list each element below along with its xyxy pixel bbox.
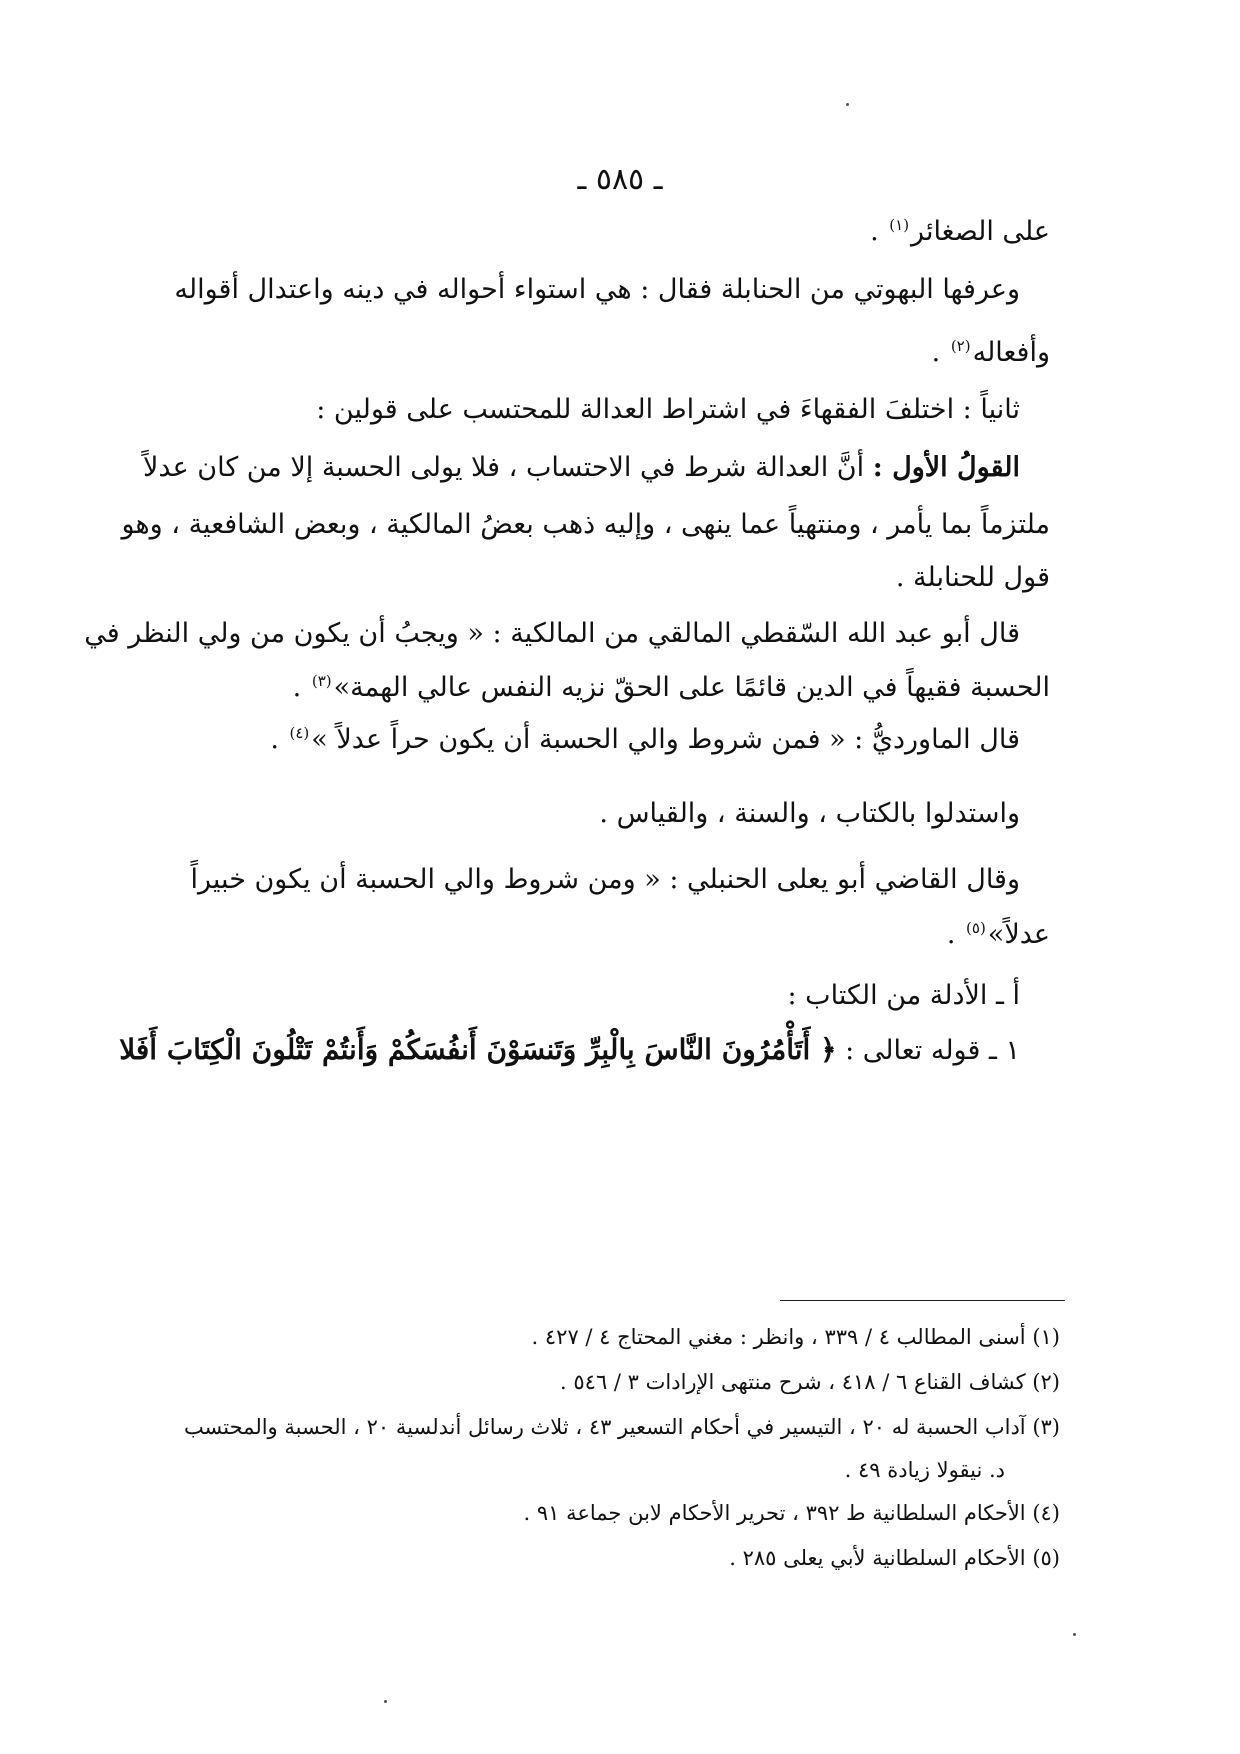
body-line-12: وقال القاضي أبو يعلى الحنبلي : « ومن شروط والي الحسبة أن يكون خبيراً bbox=[190, 864, 1020, 895]
footnote-3-continued: د. نيقولا زيادة ٤٩ . bbox=[844, 1458, 1005, 1482]
scan-speck bbox=[846, 103, 849, 106]
footnote-1: (١) أسنى المطالب ٤ / ٣٣٩ ، وانظر : مغني المحتاج ٤ / ٤٢٧ . bbox=[531, 1325, 1060, 1349]
body-line-10 bbox=[120, 720, 1020, 760]
body-text: ١ ـ قوله تعالى : bbox=[845, 1035, 1020, 1066]
footnote-4: (٤) الأحكام السلطانية ط ٣٩٢ ، تحرير الأحكام لابن جماعة ٩١ . bbox=[523, 1501, 1060, 1525]
body-line-4: ثانياً : اختلفَ الفقهاءَ في اشتراط العدالة للمحتسب على قولين : bbox=[316, 394, 1020, 425]
body-text: . bbox=[946, 919, 956, 950]
footnote-divider bbox=[780, 1300, 1065, 1301]
quran-verse: ﴿ أَتَأْمُرُونَ النَّاسَ بِالْبِرِّ وَتَنسَوْنَ أَنفُسَكُمْ وَأَنتُمْ تَتْلُونَ الْكِتَابَ أَفَلا bbox=[119, 1033, 837, 1066]
section-heading: القولُ الأول : bbox=[872, 452, 1020, 483]
body-text: قال الماورديُّ : « فمن شروط والي الحسبة أن يكون حراً عدلاً » bbox=[311, 724, 1020, 755]
body-line-6: ملتزماً بما يأمر ، ومنتهياً عما ينهى ، وإليه ذهب بعضُ المالكية ، وبعض الشافعية ، وهو bbox=[121, 509, 1050, 540]
footnote-ref: (٢) bbox=[950, 337, 971, 355]
footnote-5: (٥) الأحكام السلطانية لأبي يعلى ٢٨٥ . bbox=[729, 1546, 1060, 1570]
body-text: . bbox=[270, 724, 279, 755]
body-line-8: قال أبو عبد الله السّقطي المالقي من المالكية : « ويجبُ أن يكون من ولي النظر في bbox=[84, 618, 1020, 649]
body-text: عدلاً» bbox=[987, 919, 1050, 950]
body-text: الحسبة فقيهاً في الدين قائمًا على الحقّ نزيه النفس عالي الهمة» bbox=[333, 672, 1050, 703]
body-line-2: وعرفها البهوتي من الحنابلة فقال : هي استواء أحواله في دينه واعتدال أقواله bbox=[174, 274, 1020, 305]
body-line-9 bbox=[150, 668, 1050, 708]
body-line-11: واستدلوا بالكتاب ، والسنة ، والقياس . bbox=[599, 798, 1020, 829]
scan-speck bbox=[384, 1700, 387, 1703]
body-line-13 bbox=[150, 915, 1050, 955]
body-text: . bbox=[931, 337, 941, 368]
footnote-ref: (٣) bbox=[311, 672, 332, 690]
footnote-2: (٢) كشاف القناع ٦ / ٤١٨ ، شرح منتهى الإرادات ٣ / ٥٤٦ . bbox=[560, 1370, 1060, 1394]
footnote-ref: (٤) bbox=[289, 724, 310, 742]
footnote-ref: (٥) bbox=[966, 919, 986, 937]
body-text: أنَّ العدالة شرط في الاحتساب ، فلا يولى الحسبة إلا من كان عدلاً bbox=[143, 452, 865, 483]
footnote-3: (٣) آداب الحسبة له ٢٠ ، التيسير في أحكام التسعير ٤٣ ، ثلاث رسائل أندلسية ٢٠ ، الحسبة والمحتسب bbox=[183, 1415, 1060, 1439]
body-line-5 bbox=[120, 448, 1020, 488]
body-text: وأفعاله bbox=[972, 337, 1050, 368]
body-text: . bbox=[292, 672, 302, 703]
body-text: على الصغائر bbox=[911, 216, 1050, 247]
body-text: . bbox=[870, 216, 879, 247]
body-line-7: قول للحنابلة . bbox=[895, 562, 1050, 593]
body-line-3 bbox=[150, 333, 1050, 373]
scan-speck bbox=[1073, 1633, 1076, 1636]
page-number: ـ ٥٨٥ ـ bbox=[577, 162, 663, 197]
body-line-1 bbox=[150, 212, 1050, 252]
body-line-15 bbox=[120, 1030, 1020, 1071]
body-line-14: أ ـ الأدلة من الكتاب : bbox=[787, 980, 1020, 1011]
footnote-ref: (١) bbox=[889, 216, 910, 234]
